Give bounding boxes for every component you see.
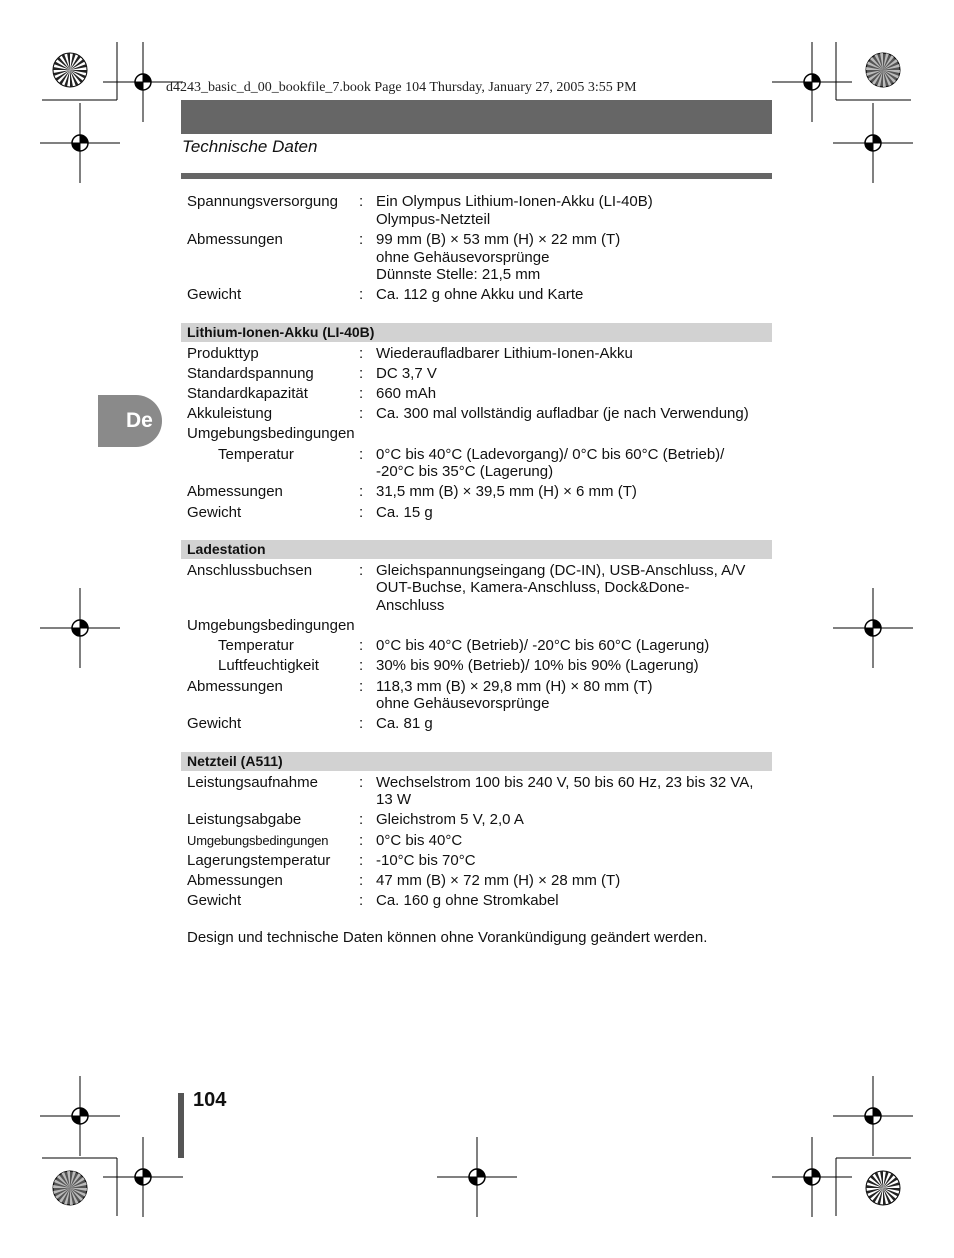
spec-value-line: 118,3 mm (B) × 29,8 mm (H) × 80 mm (T): [376, 677, 653, 695]
spec-value-line: Olympus-Netzteil: [376, 210, 491, 228]
block-heading: Lithium-Ionen-Akku (LI-40B): [181, 323, 772, 342]
spec-value-line: 99 mm (B) × 53 mm (H) × 22 mm (T): [376, 231, 621, 249]
language-tab: De: [98, 395, 162, 447]
spec-value: [376, 892, 772, 910]
spec-row: [181, 636, 772, 656]
spec-separator: :: [359, 385, 364, 403]
spec-row: [181, 891, 772, 911]
spec-label: Leistungsaufnahme: [187, 773, 318, 791]
spec-value: [376, 345, 772, 363]
registration-mark: [40, 588, 120, 668]
spec-label: Temperatur: [218, 445, 294, 463]
spec-value-line: Ein Olympus Lithium-Ionen-Akku (LI-40B): [376, 193, 653, 211]
spec-label: Umgebungsbedingungen: [187, 425, 355, 443]
spec-separator: :: [359, 445, 364, 463]
spec-value: [376, 811, 772, 829]
registration-mark: [437, 1137, 517, 1217]
spec-label: Abmessungen: [187, 483, 283, 501]
spec-separator: :: [359, 892, 364, 910]
spec-label: Gewicht: [187, 503, 242, 521]
spec-value-line: Ca. 81 g: [376, 715, 433, 733]
page-number-bar: [178, 1093, 184, 1158]
spec-separator: :: [359, 561, 364, 579]
registration-mark: [833, 1076, 913, 1156]
spec-separator: :: [359, 193, 364, 211]
spec-block: [181, 192, 772, 305]
spec-separator: :: [359, 871, 364, 889]
spec-value: [376, 872, 772, 890]
spec-value-line: Ca. 112 g ohne Akku und Karte: [376, 286, 584, 304]
spec-value-line: 0°C bis 40°C: [376, 831, 463, 849]
spec-value-line: ohne Gehäusevorsprünge: [376, 248, 550, 266]
print-header: d4243_basic_d_00_bookfile_7.book Page 104 Thursday, January 27, 2005 3:55 PM: [166, 80, 637, 95]
spec-label: Standardkapazität: [187, 385, 308, 403]
registration-mark: [40, 1076, 120, 1156]
spec-label: Gewicht: [187, 715, 242, 733]
spec-value-line: 13 W: [376, 791, 412, 809]
block-heading: Ladestation: [181, 540, 772, 559]
spec-value: [376, 852, 772, 870]
registration-mark: [833, 588, 913, 668]
spec-separator: :: [359, 405, 364, 423]
spec-row: [181, 810, 772, 830]
header-bar: [181, 100, 772, 134]
spec-value: [376, 504, 772, 522]
spec-row: [181, 772, 772, 810]
spec-value: [376, 832, 772, 850]
spec-row: [181, 560, 772, 615]
spec-value-line: 0°C bis 40°C (Betrieb)/ -20°C bis 60°C (Lagerung): [376, 637, 710, 655]
spec-separator: :: [359, 231, 364, 249]
spec-value-line: ohne Gehäusevorsprünge: [376, 695, 550, 713]
spec-value: [376, 678, 772, 713]
spec-row: [181, 482, 772, 502]
spec-label: Temperatur: [218, 637, 294, 655]
spec-value-line: 660 mAh: [376, 385, 437, 403]
spec-block: [181, 540, 772, 734]
spec-value-line: Gleichspannungseingang (DC-IN), USB-Anschluss, A/V: [376, 561, 746, 579]
page-number: 104: [193, 1089, 227, 1111]
footer-note: Design und technische Daten können ohne Vorankündigung geändert werden.: [187, 929, 708, 946]
spec-value: [376, 637, 772, 655]
spec-label: Abmessungen: [187, 871, 283, 889]
spec-row: [181, 656, 772, 676]
registration-mark: [40, 103, 120, 183]
spec-separator: [359, 617, 376, 635]
spec-separator: [359, 425, 376, 443]
spec-content: [181, 192, 772, 929]
registration-mark: [833, 103, 913, 183]
spec-row: [181, 364, 772, 384]
spec-value-line: OUT-Buchse, Kamera-Anschluss, Dock&Done-: [376, 579, 690, 597]
spec-value: [376, 425, 772, 443]
spec-value-line: Ca. 160 g ohne Stromkabel: [376, 892, 559, 910]
spec-row: [181, 192, 772, 230]
color-target-mark: [866, 53, 900, 87]
spec-label: Abmessungen: [187, 231, 283, 249]
spec-row: [181, 714, 772, 734]
registration-mark: [103, 1137, 183, 1217]
spec-block: [181, 752, 772, 911]
spec-label: Umgebungsbedingungen: [187, 617, 355, 635]
spec-value-line: DC 3,7 V: [376, 364, 437, 382]
spec-separator: :: [359, 831, 364, 849]
spec-value-line: 47 mm (B) × 72 mm (H) × 28 mm (T): [376, 871, 621, 889]
spec-separator: :: [359, 657, 364, 675]
spec-block: [181, 323, 772, 522]
spec-separator: :: [359, 364, 364, 382]
spec-row: [181, 343, 772, 363]
spec-separator: :: [359, 773, 364, 791]
spec-row: [181, 384, 772, 404]
spec-value-line: 0°C bis 40°C (Ladevorgang)/ 0°C bis 60°C (Betrieb)/: [376, 445, 725, 463]
spec-label: Standardspannung: [187, 364, 314, 382]
block-heading: Netzteil (A511): [181, 752, 772, 771]
spec-value-line: Dünnste Stelle: 21,5 mm: [376, 266, 541, 284]
spec-row: [181, 830, 772, 850]
color-target-mark: [53, 1171, 87, 1205]
spec-label: Leistungsabgabe: [187, 811, 302, 829]
spec-row: [181, 616, 772, 636]
spec-value-line: 31,5 mm (B) × 39,5 mm (H) × 6 mm (T): [376, 483, 637, 501]
spec-label: Anschlussbuchsen: [187, 561, 313, 579]
spec-row: [181, 285, 772, 305]
spec-label: Produkttyp: [187, 344, 259, 362]
spec-row: [181, 871, 772, 891]
spec-separator: :: [359, 677, 364, 695]
spec-label: Akkuleistung: [187, 405, 273, 423]
spec-value: [376, 617, 772, 635]
spec-value-line: -10°C bis 70°C: [376, 851, 476, 869]
spec-value-line: Gleichstrom 5 V, 2,0 A: [376, 811, 524, 829]
spec-value: [376, 774, 772, 809]
spec-label: Gewicht: [187, 286, 242, 304]
spec-row: [181, 502, 772, 522]
spec-value: [376, 286, 772, 304]
color-target-mark: [866, 1171, 900, 1205]
spec-label: Umgebungsbedingungen: [187, 832, 329, 848]
spec-separator: :: [359, 286, 364, 304]
spec-value-line: Wiederaufladbarer Lithium-Ionen-Akku: [376, 344, 633, 362]
spec-value-line: 30% bis 90% (Betrieb)/ 10% bis 90% (Lagerung): [376, 657, 699, 675]
spec-value-line: Wechselstrom 100 bis 240 V, 50 bis 60 Hz, 23 bis 32 VA,: [376, 773, 754, 791]
registration-mark: [772, 1137, 852, 1217]
spec-separator: :: [359, 344, 364, 362]
spec-row: [181, 676, 772, 714]
spec-value: [376, 657, 772, 675]
spec-row: [181, 230, 772, 285]
spec-row: [181, 444, 772, 482]
section-title: Technische Daten: [182, 137, 318, 156]
spec-separator: :: [359, 483, 364, 501]
spec-value-line: Ca. 15 g: [376, 503, 433, 521]
spec-label: Spannungsversorgung: [187, 193, 338, 211]
spec-separator: :: [359, 715, 364, 733]
spec-value: [376, 231, 772, 284]
spec-label: Luftfeuchtigkeit: [218, 657, 319, 675]
spec-value-line: Anschluss: [376, 596, 445, 614]
spec-value: [376, 562, 772, 615]
spec-value-line: Ca. 300 mal vollständig aufladbar (je nach Verwendung): [376, 405, 749, 423]
title-rule: [181, 173, 772, 179]
registration-mark: [772, 42, 852, 122]
spec-label: Gewicht: [187, 892, 242, 910]
spec-value: [376, 483, 772, 501]
spec-value-line: -20°C bis 35°C (Lagerung): [376, 463, 554, 481]
spec-row: [181, 424, 772, 444]
spec-value: [376, 715, 772, 733]
spec-label: Lagerungstemperatur: [187, 851, 331, 869]
spec-value: [376, 365, 772, 383]
spec-value: [376, 446, 772, 481]
spec-value: [376, 405, 772, 423]
spec-row: [181, 404, 772, 424]
spec-separator: :: [359, 811, 364, 829]
spec-separator: :: [359, 503, 364, 521]
color-target-mark: [53, 53, 87, 87]
spec-label: Abmessungen: [187, 677, 283, 695]
spec-separator: :: [359, 637, 364, 655]
spec-value: [376, 385, 772, 403]
spec-separator: :: [359, 851, 364, 869]
spec-row: [181, 851, 772, 871]
spec-value: [376, 193, 772, 228]
